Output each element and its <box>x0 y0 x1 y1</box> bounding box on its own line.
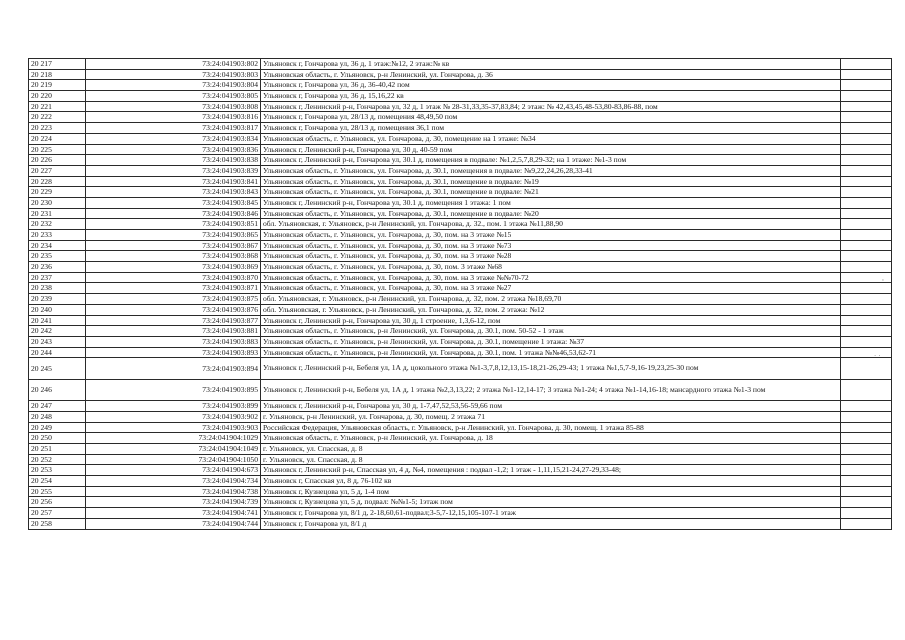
address-cell: Ульяновск г, Кузнецова ул, 5 д, 1-4 пом <box>261 486 841 497</box>
address-cell: Ульяновская область, г. Ульяновск, ул. Гончарова, д. 30, пом. на 3 этаже №№70-72 <box>261 272 841 283</box>
row-number-cell: 20 255 <box>29 486 86 497</box>
cadastral-number-cell: 73:24:041903:817 <box>86 123 261 134</box>
empty-cell <box>841 123 892 134</box>
cadastral-number-cell: 73:24:041904:738 <box>86 486 261 497</box>
table-row <box>29 112 892 123</box>
row-number-cell: 20 217 <box>29 59 86 70</box>
row-number-cell: 20 248 <box>29 411 86 422</box>
address-cell: Российская Федерация, Ульяновская область, г. Ульяновск, р-н Ленинский, ул. Гончарова, д. 30, помещ. 1 этажа 85-88 <box>261 422 841 433</box>
row-number-cell: 20 247 <box>29 401 86 412</box>
cadastral-number-cell: 73:24:041903:802 <box>86 59 261 70</box>
row-number-cell: 20 229 <box>29 187 86 198</box>
row-number-cell: 20 244 <box>29 347 86 358</box>
document-sheet <box>28 58 885 530</box>
row-number-cell: 20 235 <box>29 251 86 262</box>
table-row <box>29 59 892 70</box>
address-cell: Ульяновск г, Гончарова ул, 8/1 д, 2-18,60,61-подвал;3-5,7-12,15,105-107-1 этаж <box>261 508 841 519</box>
address-cell: Ульяновск г, Спасская ул, 8 д, 76-102 кв <box>261 476 841 487</box>
row-number-cell: 20 239 <box>29 294 86 305</box>
row-number-cell: 20 251 <box>29 444 86 455</box>
row-number-cell: 20 241 <box>29 315 86 326</box>
table-row <box>29 358 892 380</box>
empty-cell <box>841 144 892 155</box>
address-cell: Ульяновск г, Ленинский р-н, Гончарова ул, 30.1 д, помещения в подвале: №1,2,5,7,8,29-32; на 1 этаже: №1-3 пом <box>261 155 841 166</box>
address-cell: Ульяновская область, г. Ульяновск, р-н Ленинский, ул. Гончарова, д. 18 <box>261 433 841 444</box>
row-number-cell: 20 230 <box>29 197 86 208</box>
empty-cell <box>841 133 892 144</box>
address-cell: обл. Ульяновская, г. Ульяновск, р-н Ленинский, ул. Гончарова, д. 32, пом. 2 этажа №18,69,70 <box>261 294 841 305</box>
address-cell: Ульяновск г, Гончарова ул, 36 д, 1 этаж:№12, 2 этаж:№ кв <box>261 59 841 70</box>
empty-cell <box>841 433 892 444</box>
cadastral-number-cell: 73:24:041904:1049 <box>86 444 261 455</box>
address-cell: Ульяновская область, г. Ульяновск, ул. Гончарова, д. 30.1, помещение в подвале: №19 <box>261 176 841 187</box>
registry-table <box>28 58 892 530</box>
table-row <box>29 197 892 208</box>
row-number-cell: 20 242 <box>29 326 86 337</box>
cadastral-number-cell: 73:24:041903:808 <box>86 101 261 112</box>
row-number-cell: 20 252 <box>29 454 86 465</box>
cadastral-number-cell: 73:24:041903:805 <box>86 91 261 102</box>
cadastral-number-cell: 73:24:041904:744 <box>86 518 261 529</box>
table-row <box>29 123 892 134</box>
row-number-cell: 20 225 <box>29 144 86 155</box>
table-row <box>29 518 892 529</box>
cadastral-number-cell: 73:24:041903:875 <box>86 294 261 305</box>
table-row <box>29 401 892 412</box>
row-number-cell: 20 231 <box>29 208 86 219</box>
row-number-cell: 20 221 <box>29 101 86 112</box>
cadastral-number-cell: 73:24:041903:870 <box>86 272 261 283</box>
table-row <box>29 69 892 80</box>
empty-cell <box>841 197 892 208</box>
address-cell: Ульяновская область, г. Ульяновск, р-н Ленинский, ул. Гончарова, д. 30.1, помещение 1 этажа: №37 <box>261 336 841 347</box>
table-row <box>29 336 892 347</box>
empty-cell <box>841 486 892 497</box>
empty-cell <box>841 101 892 112</box>
table-row <box>29 476 892 487</box>
empty-cell <box>841 315 892 326</box>
cadastral-number-cell: 73:24:041903:883 <box>86 336 261 347</box>
row-number-cell: 20 256 <box>29 497 86 508</box>
table-row <box>29 497 892 508</box>
cadastral-number-cell: 73:24:041903:893 <box>86 347 261 358</box>
address-cell: Ульяновск г, Ленинский р-н, Гончарова ул, 32 д, 1 этаж № 28-31,33,35-37,83,84; 2 этаж: № 42,43,45,48-53,80-83,86-88, пом <box>261 101 841 112</box>
table-row <box>29 251 892 262</box>
empty-cell <box>841 518 892 529</box>
table-row <box>29 262 892 273</box>
table-row <box>29 444 892 455</box>
empty-cell <box>841 508 892 519</box>
empty-cell <box>841 112 892 123</box>
address-cell: Ульяновская область, г. Ульяновск, ул. Гончарова, д. 30, пом. на 3 этаже №27 <box>261 283 841 294</box>
table-row <box>29 454 892 465</box>
address-cell: Ульяновск г, Гончарова ул, 8/1 д <box>261 518 841 529</box>
row-number-cell: 20 232 <box>29 219 86 230</box>
address-cell: Ульяновск г, Ленинский р-н, Гончарова ул, 30.1 д, помещения 1 этажа: 1 пом <box>261 197 841 208</box>
cadastral-number-cell: 73:24:041903:804 <box>86 80 261 91</box>
cadastral-number-cell: 73:24:041904:1029 <box>86 433 261 444</box>
address-cell: Ульяновская область, г. Ульяновск, ул. Гончарова, д. 30, пом. на 3 этаже №15 <box>261 230 841 241</box>
table-row <box>29 219 892 230</box>
cadastral-number-cell: 73:24:041903:865 <box>86 230 261 241</box>
table-row <box>29 91 892 102</box>
empty-cell <box>841 336 892 347</box>
cadastral-number-cell: 73:24:041903:841 <box>86 176 261 187</box>
table-row <box>29 283 892 294</box>
address-cell: Ульяновск г, Гончарова ул, 36 д, 15,16,22 кв <box>261 91 841 102</box>
empty-cell <box>841 465 892 476</box>
cadastral-number-cell: 73:24:041903:876 <box>86 304 261 315</box>
cadastral-number-cell: 73:24:041903:845 <box>86 197 261 208</box>
table-row <box>29 187 892 198</box>
empty-cell <box>841 165 892 176</box>
address-cell: Ульяновск г, Ленинский р-н, Гончарова ул, 30 д, 1 строение, 1,3,6-12, пом <box>261 315 841 326</box>
empty-cell <box>841 379 892 401</box>
address-cell: Ульяновск г, Гончарова ул, 28/13 д, помещения 36,1 пом <box>261 123 841 134</box>
cadastral-number-cell: 73:24:041904:739 <box>86 497 261 508</box>
cadastral-number-cell: 73:24:041903:895 <box>86 379 261 401</box>
address-cell: обл. Ульяновская, г. Ульяновск, р-н Ленинский, ул. Гончарова, д. 32, пом. 2 этажа: №12 <box>261 304 841 315</box>
table-row <box>29 165 892 176</box>
table-row <box>29 422 892 433</box>
empty-cell <box>841 326 892 337</box>
row-number-cell: 20 219 <box>29 80 86 91</box>
cadastral-number-cell: 73:24:041903:846 <box>86 208 261 219</box>
row-number-cell: 20 257 <box>29 508 86 519</box>
address-cell: обл. Ульяновская, г. Ульяновск, р-н Ленинский, ул. Гончарова, д. 32., пом. 1 этажа №11,88,90 <box>261 219 841 230</box>
row-number-cell: 20 249 <box>29 422 86 433</box>
table-row <box>29 101 892 112</box>
row-number-cell: 20 243 <box>29 336 86 347</box>
row-number-cell: 20 236 <box>29 262 86 273</box>
row-number-cell: 20 253 <box>29 465 86 476</box>
row-number-cell: 20 228 <box>29 176 86 187</box>
cadastral-number-cell: 73:24:041903:871 <box>86 283 261 294</box>
empty-cell <box>841 251 892 262</box>
table-row <box>29 176 892 187</box>
empty-cell <box>841 294 892 305</box>
row-number-cell: 20 246 <box>29 379 86 401</box>
empty-cell <box>841 187 892 198</box>
table-row <box>29 144 892 155</box>
cadastral-number-cell: 73:24:041903:851 <box>86 219 261 230</box>
address-cell: Ульяновская область, г. Ульяновск, р-н Ленинский, ул. Гончарова, д. 30.1, пом. 1 этажа №№46,53,62-71 <box>261 347 841 358</box>
table-row <box>29 230 892 241</box>
row-number-cell: 20 227 <box>29 165 86 176</box>
scan-mark-top: ' <box>882 278 884 286</box>
address-cell: Ульяновская область, г. Ульяновск, ул. Гончарова, д. 30, пом. на 3 этаже №28 <box>261 251 841 262</box>
address-cell: Ульяновская область, г. Ульяновск, ул. Гончарова, д. 30.1, помещения в подвале: №9,22,24,26,28,33-41 <box>261 165 841 176</box>
row-number-cell: 20 238 <box>29 283 86 294</box>
table-row <box>29 411 892 422</box>
address-cell: г. Ульяновск, ул. Спасская, д. 8 <box>261 454 841 465</box>
cadastral-number-cell: 73:24:041903:881 <box>86 326 261 337</box>
empty-cell <box>841 59 892 70</box>
cadastral-number-cell: 73:24:041903:843 <box>86 187 261 198</box>
table-row <box>29 304 892 315</box>
address-cell: Ульяновская область, г. Ульяновск, ул. Гончарова, д. 30, помещение на 1 этаже: №34 <box>261 133 841 144</box>
address-cell: г. Ульяновск, ул. Спасская, д. 8 <box>261 444 841 455</box>
address-cell: Ульяновск г, Ленинский р-н, Бебеля ул, 1А д, цокольного этажа №1-3,7,8,12,13,15-18,21-26,29-43; 1 этажа №1,5,7-9,16-19,23,25-30 пом <box>261 358 841 380</box>
table-row <box>29 315 892 326</box>
empty-cell <box>841 219 892 230</box>
table-row <box>29 155 892 166</box>
row-number-cell: 20 250 <box>29 433 86 444</box>
row-number-cell: 20 218 <box>29 69 86 80</box>
empty-cell <box>841 155 892 166</box>
row-number-cell: 20 222 <box>29 112 86 123</box>
empty-cell <box>841 262 892 273</box>
cadastral-number-cell: 73:24:041903:816 <box>86 112 261 123</box>
address-cell: Ульяновская область, г. Ульяновск, ул. Гончарова, д. 30.1, помещение в подвале: №21 <box>261 187 841 198</box>
cadastral-number-cell: 73:24:041903:894 <box>86 358 261 380</box>
cadastral-number-cell: 73:24:041904:673 <box>86 465 261 476</box>
cadastral-number-cell: 73:24:041903:834 <box>86 133 261 144</box>
cadastral-number-cell: 73:24:041904:741 <box>86 508 261 519</box>
empty-cell <box>841 401 892 412</box>
table-row <box>29 508 892 519</box>
empty-cell <box>841 208 892 219</box>
table-row <box>29 133 892 144</box>
address-cell: Ульяновск г, Гончарова ул, 36 д, 36-40,42 пом <box>261 80 841 91</box>
address-cell: Ульяновская область, г. Ульяновск, р-н Ленинский, ул. Гончарова, д. 36 <box>261 69 841 80</box>
row-number-cell: 20 234 <box>29 240 86 251</box>
row-number-cell: 20 237 <box>29 272 86 283</box>
empty-cell <box>841 411 892 422</box>
empty-cell <box>841 422 892 433</box>
table-row <box>29 347 892 358</box>
empty-cell <box>841 230 892 241</box>
cadastral-number-cell: 73:24:041903:899 <box>86 401 261 412</box>
empty-cell <box>841 176 892 187</box>
cadastral-number-cell: 73:24:041904:734 <box>86 476 261 487</box>
row-number-cell: 20 258 <box>29 518 86 529</box>
cadastral-number-cell: 73:24:041903:877 <box>86 315 261 326</box>
row-number-cell: 20 233 <box>29 230 86 241</box>
address-cell: г. Ульяновск, р-н Ленинский, ул. Гончарова, д. 30, помещ. 2 этажа 71 <box>261 411 841 422</box>
scan-mark-middle: · · <box>874 352 881 360</box>
table-row <box>29 379 892 401</box>
address-cell: Ульяновская область, г. Ульяновск, ул. Гончарова, д. 30.1, помещение в подвале: №20 <box>261 208 841 219</box>
address-cell: Ульяновская область, г. Ульяновск, ул. Гончарова, д. 30, пом. на 3 этаже №73 <box>261 240 841 251</box>
cadastral-number-cell: 73:24:041903:803 <box>86 69 261 80</box>
row-number-cell: 20 240 <box>29 304 86 315</box>
empty-cell <box>841 444 892 455</box>
empty-cell <box>841 347 892 358</box>
empty-cell <box>841 91 892 102</box>
cadastral-number-cell: 73:24:041903:903 <box>86 422 261 433</box>
cadastral-number-cell: 73:24:041903:902 <box>86 411 261 422</box>
empty-cell <box>841 497 892 508</box>
row-number-cell: 20 245 <box>29 358 86 380</box>
row-number-cell: 20 223 <box>29 123 86 134</box>
empty-cell <box>841 69 892 80</box>
table-row <box>29 433 892 444</box>
row-number-cell: 20 220 <box>29 91 86 102</box>
empty-cell <box>841 240 892 251</box>
cadastral-number-cell: 73:24:041904:1050 <box>86 454 261 465</box>
table-row <box>29 486 892 497</box>
address-cell: Ульяновская область, г. Ульяновск, ул. Гончарова, д. 30, пом. 3 этаже №68 <box>261 262 841 273</box>
address-cell: Ульяновск г, Ленинский р-н, Гончарова ул, 30 д, 1-7,47,52,53,56-59,66 пом <box>261 401 841 412</box>
address-cell: Ульяновск г, Ленинский р-н, Бебеля ул, 1А д, 1 этажа №2,3,13,22; 2 этажа №1-12,14-17; 3 этажа №1-24; 4 этажа №1-14,16-18; мансардного этажа №1-3 пом <box>261 379 841 401</box>
cadastral-number-cell: 73:24:041903:868 <box>86 251 261 262</box>
table-row <box>29 208 892 219</box>
empty-cell <box>841 80 892 91</box>
table-row <box>29 326 892 337</box>
address-cell: Ульяновск г, Кузнецова ул, 5 д, подвал: №№1-5; 1этаж пом <box>261 497 841 508</box>
table-row <box>29 80 892 91</box>
row-number-cell: 20 254 <box>29 476 86 487</box>
row-number-cell: 20 224 <box>29 133 86 144</box>
address-cell: Ульяновск г, Гончарова ул, 28/13 д, помещения 48,49,50 пом <box>261 112 841 123</box>
cadastral-number-cell: 73:24:041903:839 <box>86 165 261 176</box>
table-row <box>29 294 892 305</box>
cadastral-number-cell: 73:24:041903:869 <box>86 262 261 273</box>
cadastral-number-cell: 73:24:041903:867 <box>86 240 261 251</box>
empty-cell <box>841 476 892 487</box>
cadastral-number-cell: 73:24:041903:836 <box>86 144 261 155</box>
registry-table-body <box>29 59 892 530</box>
row-number-cell: 20 226 <box>29 155 86 166</box>
cadastral-number-cell: 73:24:041903:838 <box>86 155 261 166</box>
address-cell: Ульяновск г, Ленинский р-н, Спасская ул, 4 д, №4, помещения : подвал -1,2; 1 этаж - 1,11,15,21-24,27-29,33-48; <box>261 465 841 476</box>
empty-cell <box>841 358 892 380</box>
table-row <box>29 272 892 283</box>
table-row <box>29 240 892 251</box>
address-cell: Ульяновская область, г. Ульяновск, р-н Ленинский, ул. Гончарова, д. 30.1, пом. 50-52 - 1 этаж <box>261 326 841 337</box>
empty-cell <box>841 304 892 315</box>
table-row <box>29 465 892 476</box>
address-cell: Ульяновск г, Ленинский р-н, Гончарова ул, 30 д, 40-59 пом <box>261 144 841 155</box>
empty-cell <box>841 454 892 465</box>
